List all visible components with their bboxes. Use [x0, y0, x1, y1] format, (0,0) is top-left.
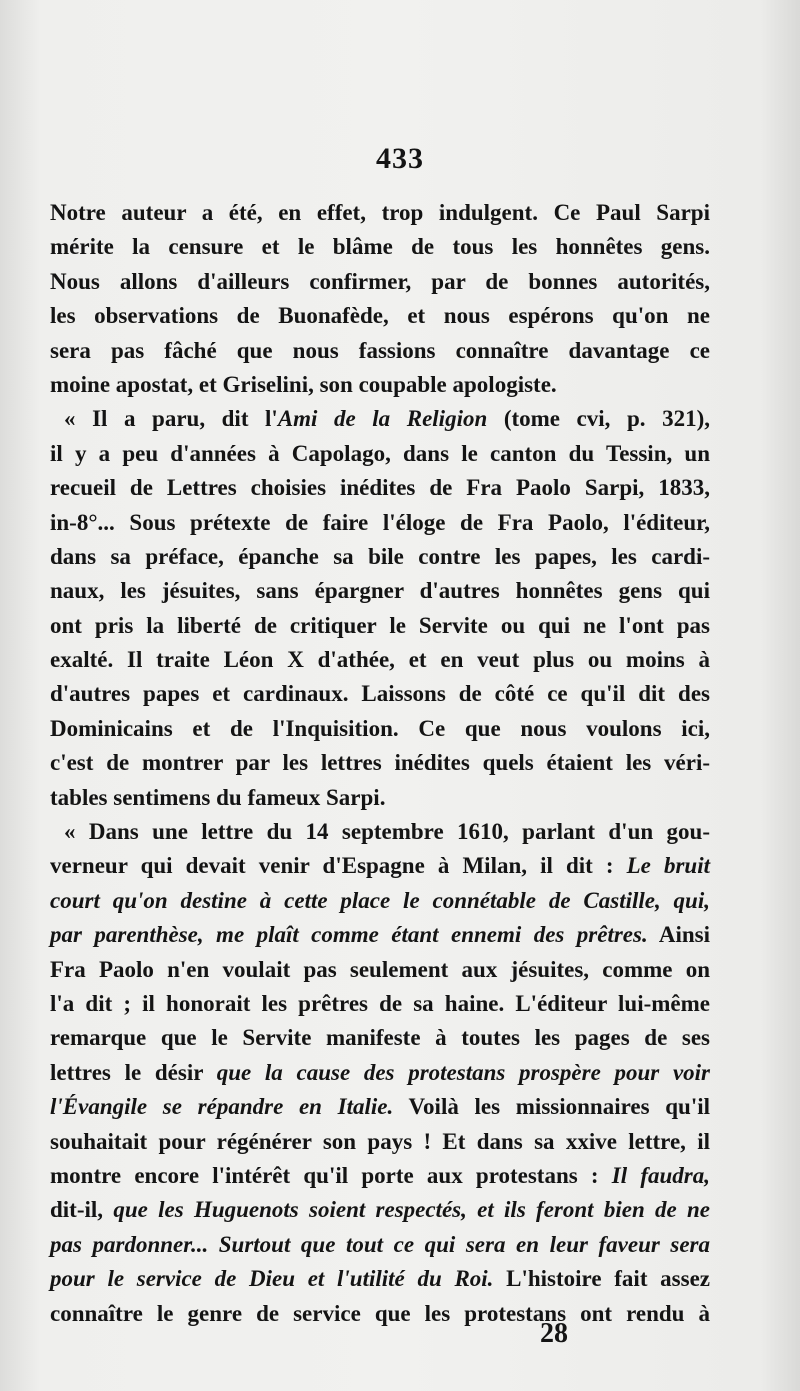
text-line	[50, 540, 710, 574]
text-segment: sera pas fâché que nous fassions connaître davantage ce	[50, 337, 710, 363]
italic-segment: que les Huguenots soient respectés, et ils feront bien de ne	[113, 1197, 711, 1223]
text-segment: les observations de Buonafède, et nous espérons qu'on ne	[50, 303, 710, 329]
text-segment: dit-il,	[50, 1197, 114, 1223]
text-segment: tables sentimens du fameux Sarpi.	[50, 784, 386, 810]
text-line	[50, 230, 710, 264]
text-line	[50, 884, 710, 918]
text-line	[50, 1125, 710, 1159]
text-segment: lettres le désir	[50, 1059, 217, 1085]
text-segment: Nous allons d'ailleurs confirmer, par de bonnes autorités,	[50, 268, 710, 294]
text-segment: Dominicains et de l'Inquisition. Ce que nous voulons ici,	[50, 715, 710, 741]
text-line	[50, 712, 710, 746]
body-text	[50, 196, 710, 1331]
text-segment: exalté. Il traite Léon X d'athée, et en veut plus ou moins à	[50, 647, 710, 673]
text-line	[50, 1193, 710, 1227]
text-segment: Notre auteur a été, en effet, trop indulgent. Ce Paul Sarpi	[50, 200, 710, 225]
text-segment: mérite la censure et le blâme de tous les honnêtes gens.	[50, 234, 710, 260]
italic-segment: Il faudra,	[611, 1162, 710, 1188]
text-line	[50, 677, 710, 711]
text-line	[50, 506, 710, 540]
italic-segment: que la cause des protestans prospère pour voir	[216, 1059, 710, 1085]
italic-segment: l'Évangile se répandre en Italie.	[50, 1094, 394, 1120]
italic-segment: par parenthèse, me plaît comme étant ennemi des prêtres.	[50, 922, 648, 948]
text-segment: verneur qui devait venir d'Espagne à Milan, il dit :	[50, 853, 627, 879]
text-segment: l'a dit ; il honorait les prêtres de sa haine. L'éditeur lui-même	[50, 990, 710, 1016]
text-line	[50, 746, 710, 780]
text-segment: (tome cvi, p. 321),	[487, 406, 710, 432]
text-line	[50, 1297, 710, 1331]
text-segment: souhaitait pour régénérer son pays ! Et dans sa xxive lettre, il	[50, 1128, 710, 1154]
italic-segment: pas pardonner... Surtout que tout ce qui sera en leur faveur sera	[50, 1231, 710, 1257]
text-segment: montre encore l'intérêt qu'il porte aux protestans :	[50, 1162, 612, 1188]
italic-segment: Le bruit	[626, 853, 710, 879]
italic-segment: court qu'on destine à cette place le connétable de Castille, qui,	[50, 887, 710, 913]
text-line	[50, 368, 710, 402]
text-segment: naux, les jésuites, sans épargner d'autres honnêtes gens qui	[50, 578, 710, 604]
text-segment: ont pris la liberté de critiquer le Servite ou qui ne l'ont pas	[50, 612, 710, 638]
text-segment: il y a peu d'années à Capolago, dans le canton du Tessin, un	[50, 440, 710, 466]
text-segment: « Dans une lettre du 14 septembre 1610, parlant d'un gou-	[64, 819, 710, 845]
text-segment: Ainsi	[647, 922, 710, 948]
text-segment: remarque que le Servite manifeste à toutes les pages de ses	[50, 1025, 710, 1051]
text-line	[50, 1228, 710, 1262]
text-line	[50, 987, 710, 1021]
text-line	[50, 1021, 710, 1055]
text-line	[50, 402, 710, 436]
text-segment: connaître le genre de service que les protestans ont rendu à	[50, 1300, 710, 1326]
text-line	[50, 196, 710, 230]
text-line	[50, 1090, 710, 1124]
text-line	[50, 574, 710, 608]
text-segment: recueil de Lettres choisies inédites de Fra Paolo Sarpi, 1833,	[50, 475, 710, 501]
text-line	[50, 609, 710, 643]
text-segment: Voilà les missionnaires qu'il	[393, 1094, 710, 1120]
text-segment: in-8°... Sous prétexte de faire l'éloge de Fra Paolo, l'éditeur,	[50, 509, 710, 535]
text-line	[50, 299, 710, 333]
text-line	[50, 815, 710, 849]
text-line	[50, 471, 710, 505]
text-line	[50, 918, 710, 952]
page-number: 433	[376, 142, 424, 175]
italic-segment: pour le service de Dieu et l'utilité du Roi.	[50, 1266, 494, 1292]
text-segment: dans sa préface, épanche sa bile contre les papes, les cardi-	[50, 543, 710, 569]
text-segment: c'est de montrer par les lettres inédites quels étaient les véri-	[50, 750, 710, 776]
text-line	[50, 437, 710, 471]
text-line	[50, 849, 710, 883]
italic-segment: Ami de la Religion	[277, 406, 488, 432]
text-segment: Fra Paolo n'en voulait pas seulement aux jésuites, comme on	[50, 956, 710, 982]
text-line	[50, 334, 710, 368]
text-segment: L'histoire fait assez	[493, 1266, 710, 1292]
text-line	[50, 643, 710, 677]
text-line	[50, 265, 710, 299]
text-segment: d'autres papes et cardinaux. Laissons de côté ce qu'il dit des	[50, 681, 710, 707]
signature-mark: 28	[540, 1318, 568, 1349]
text-line	[50, 1262, 710, 1296]
text-segment: « Il a paru, dit l'	[64, 406, 278, 432]
text-line	[50, 953, 710, 987]
text-segment: moine apostat, et Griselini, son coupable apologiste.	[50, 371, 557, 397]
text-line	[50, 1159, 710, 1193]
text-line	[50, 1056, 710, 1090]
text-line	[50, 781, 710, 815]
